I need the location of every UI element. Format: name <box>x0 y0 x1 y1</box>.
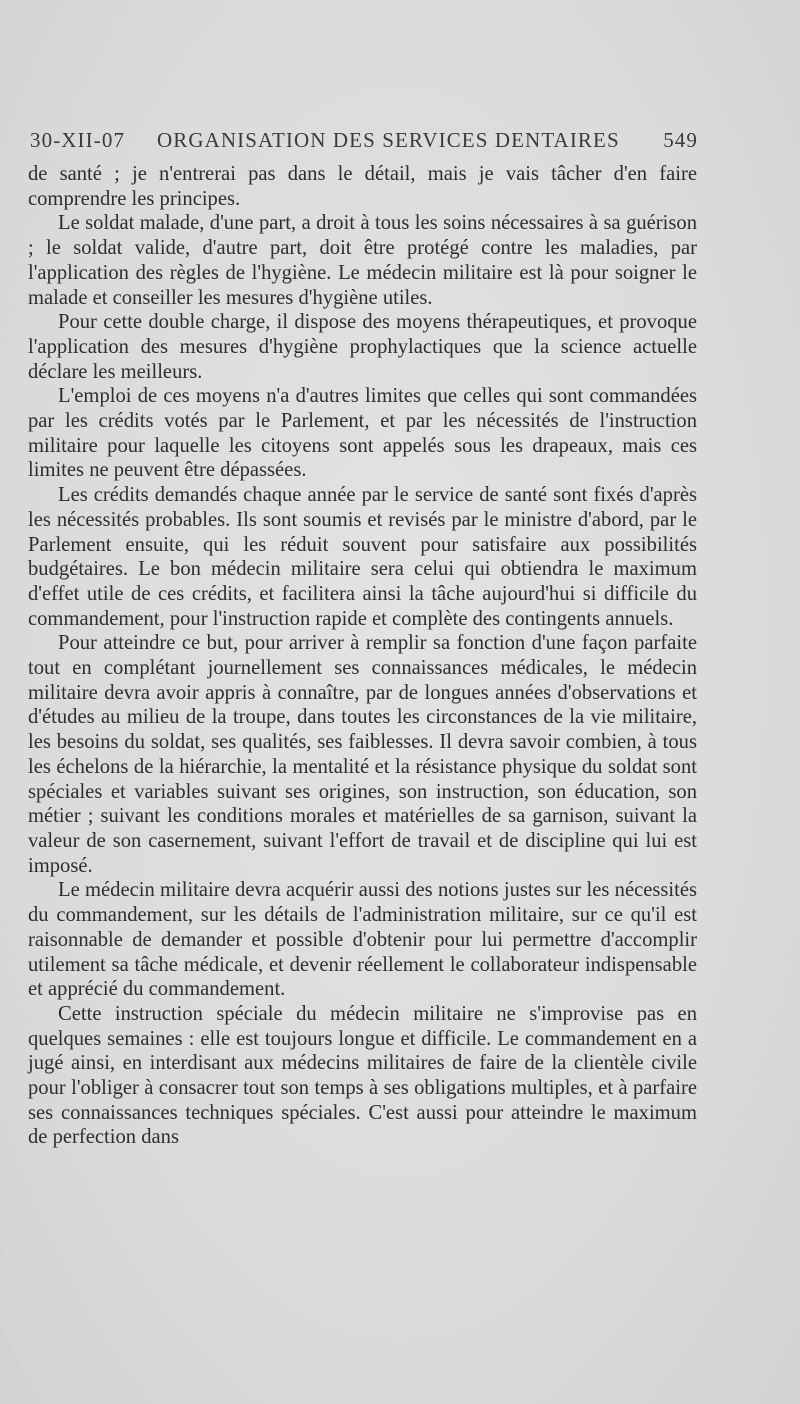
paragraph-continued: de santé ; je n'entrerai pas dans le détail, mais je vais tâcher d'en faire comprendre les principes. <box>28 163 697 210</box>
running-header <box>30 128 698 158</box>
paragraph: L'emploi de ces moyens n'a d'autres limites que celles qui sont commandées par les crédits votés par le Parlement, et par les nécessités de l'instruction militaire pour laquelle les citoyens sont appelés sous les drapeaux, mais ces limites ne peuvent être dépassées. <box>28 385 697 482</box>
paragraph: Le médecin militaire devra acquérir aussi des notions justes sur les nécessités du commandement, sur les détails de l'administration militaire, sur ce qu'il est raisonnable de demander et possible d'obtenir pour lui permettre d'accomplir utilement sa tâche médicale, et devenir réellement le collaborateur indispensable et apprécié du commandement. <box>28 879 697 1001</box>
page-number: 549 <box>663 128 698 152</box>
paragraph: Pour atteindre ce but, pour arriver à remplir sa fonction d'une façon parfaite tout en complétant journellement ses connaissances médicales, le médecin militaire devra avoir appris à connaître, par de longues années d'observations et d'études au milieu de la troupe, dans toutes les circonstances de la vie militaire, les besoins du soldat, ses qualités, ses faiblesses. Il devra savoir combien, à tous les échelons de la hiérarchie, la mentalité et la résistance physique du soldat sont spéciales et variables suivant ses origines, son instruction, son éducation, son métier ; suivant les conditions morales et matérielles de sa garnison, suivant la valeur de son casernement, suivant l'effort de travail et de discipline qui lui est imposé. <box>28 632 697 877</box>
paragraph: Le soldat malade, d'une part, a droit à tous les soins nécessaires à sa guérison ; le soldat valide, d'autre part, doit être protégé contre les maladies, par l'application des règles de l'hygiène. Le médecin militaire est là pour soigner le malade et conseiller les mesures d'hygiène utiles. <box>28 212 697 309</box>
paragraph: Cette instruction spéciale du médecin militaire ne s'improvise pas en quelques semaines : elle est toujours longue et difficile. Le commandement en a jugé ainsi, en interdisant aux médecins militaires de faire de la clientèle civile pour l'obliger à consacrer tout son temps à ses obligations multiples, et à parfaire ses connaissances techniques spéciales. C'est aussi pour atteindre le maximum de perfection dans <box>28 1002 697 1149</box>
header-title: ORGANISATION DES SERVICES DENTAIRES <box>157 128 620 152</box>
paragraph: Pour cette double charge, il dispose des moyens thérapeutiques, et provoque l'application des mesures d'hygiène prophylactiques que la science actuelle déclare les meilleurs. <box>28 311 697 383</box>
body-text <box>28 162 697 1150</box>
header-date: 30-XII-07 <box>30 128 126 152</box>
paragraph: Les crédits demandés chaque année par le service de santé sont fixés d'après les nécessités probables. Ils sont soumis et revisés par le ministre d'abord, par le Parlement ensuite, qui les réduit souvent pour satisfaire aux possibilités budgétaires. Le bon médecin militaire sera celui qui obtiendra le maximum d'effet utile de ces crédits, et facilitera ainsi la tâche aujourd'hui si difficile du commandement, pour l'instruction rapide et complète des contingents annuels. <box>28 484 697 630</box>
